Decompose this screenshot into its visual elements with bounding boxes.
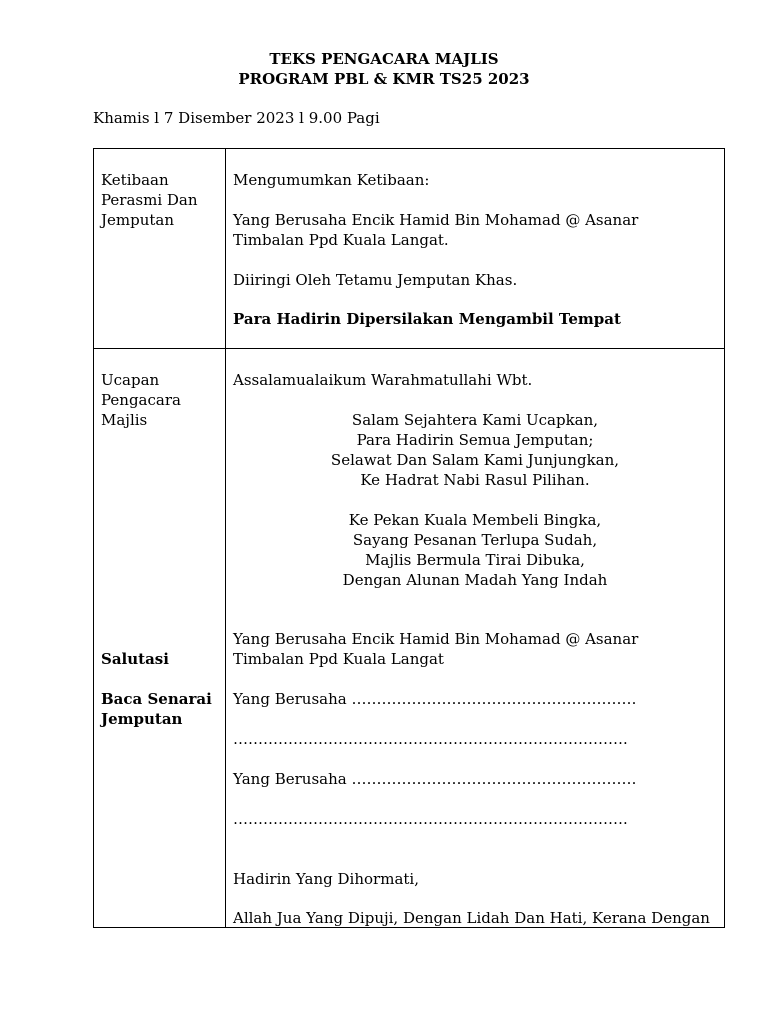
vip-name-line1: Yang Berusaha Encik Hamid Bin Mohamad @ Asanar bbox=[233, 630, 639, 648]
row1-label-line1: Ketibaan bbox=[101, 171, 169, 189]
closing-praise-text: Allah Jua Yang Dipuji, Dengan Lidah Dan Hati, Kerana Dengan bbox=[233, 909, 710, 927]
vip-name-line2: Timbalan Ppd Kuala Langat bbox=[233, 650, 444, 668]
pantun1-line3: Selawat Dan Salam Kami Junjungkan, bbox=[330, 451, 620, 469]
pantun2-line4: Dengan Alunan Madah Yang Indah bbox=[342, 571, 608, 589]
guest-dots-line2: ……………………………………………………………………. bbox=[233, 810, 628, 828]
row1-label-line2: Perasmi Dan bbox=[101, 191, 198, 209]
please-be-seated-text: Para Hadirin Dipersilakan Mengambil Tempat bbox=[233, 310, 621, 328]
guest-name-line1: Yang Berusaha Encik Hamid Bin Mohamad @ Asanar bbox=[233, 211, 639, 229]
row2-label-line2: Pengacara bbox=[101, 391, 181, 409]
row2-label-line3: Majlis bbox=[101, 411, 148, 429]
row2-label-line1: Ucapan bbox=[101, 371, 160, 389]
pantun1-line2: Para Hadirin Semua Jemputan; bbox=[356, 431, 594, 449]
announce-arrival-text: Mengumumkan Ketibaan: bbox=[233, 171, 430, 189]
pantun2-line1: Ke Pekan Kuala Membeli Bingka, bbox=[348, 511, 602, 529]
accompanied-text: Diiringi Oleh Tetamu Jemputan Khas. bbox=[233, 271, 518, 289]
guest-list-label-line1: Baca Senarai bbox=[101, 690, 212, 708]
document-title-line1: TEKS PENGACARA MAJLIS bbox=[269, 50, 499, 68]
pantun1-line4: Ke Hadrat Nabi Rasul Pilihan. bbox=[360, 471, 590, 489]
pantun1-line1: Salam Sejahtera Kami Ucapkan, bbox=[351, 411, 599, 429]
event-dateline: Khamis l 7 Disember 2023 l 9.00 Pagi bbox=[93, 109, 380, 127]
guest-blank-line1: Yang Berusaha ………………………………………………… bbox=[233, 690, 637, 708]
document-title-line2: PROGRAM PBL & KMR TS25 2023 bbox=[238, 70, 530, 88]
pantun2-line2: Sayang Pesanan Terlupa Sudah, bbox=[352, 531, 598, 549]
respected-audience-text: Hadirin Yang Dihormati, bbox=[233, 870, 419, 888]
row1-label-line3: Jemputan bbox=[101, 211, 175, 229]
guest-list-label-line2: Jemputan bbox=[101, 710, 183, 728]
pantun2-line3: Majlis Bermula Tirai Dibuka, bbox=[365, 551, 585, 569]
guest-dots-line1: ……………………………………………………………………. bbox=[233, 730, 628, 748]
guest-blank-line2: Yang Berusaha ………………………………………………… bbox=[233, 770, 637, 788]
guest-name-line2: Timbalan Ppd Kuala Langat. bbox=[233, 231, 449, 249]
salutation-label: Salutasi bbox=[101, 650, 169, 668]
program-table bbox=[93, 148, 725, 928]
greeting-text: Assalamualaikum Warahmatullahi Wbt. bbox=[233, 371, 533, 389]
row-divider bbox=[94, 348, 724, 349]
